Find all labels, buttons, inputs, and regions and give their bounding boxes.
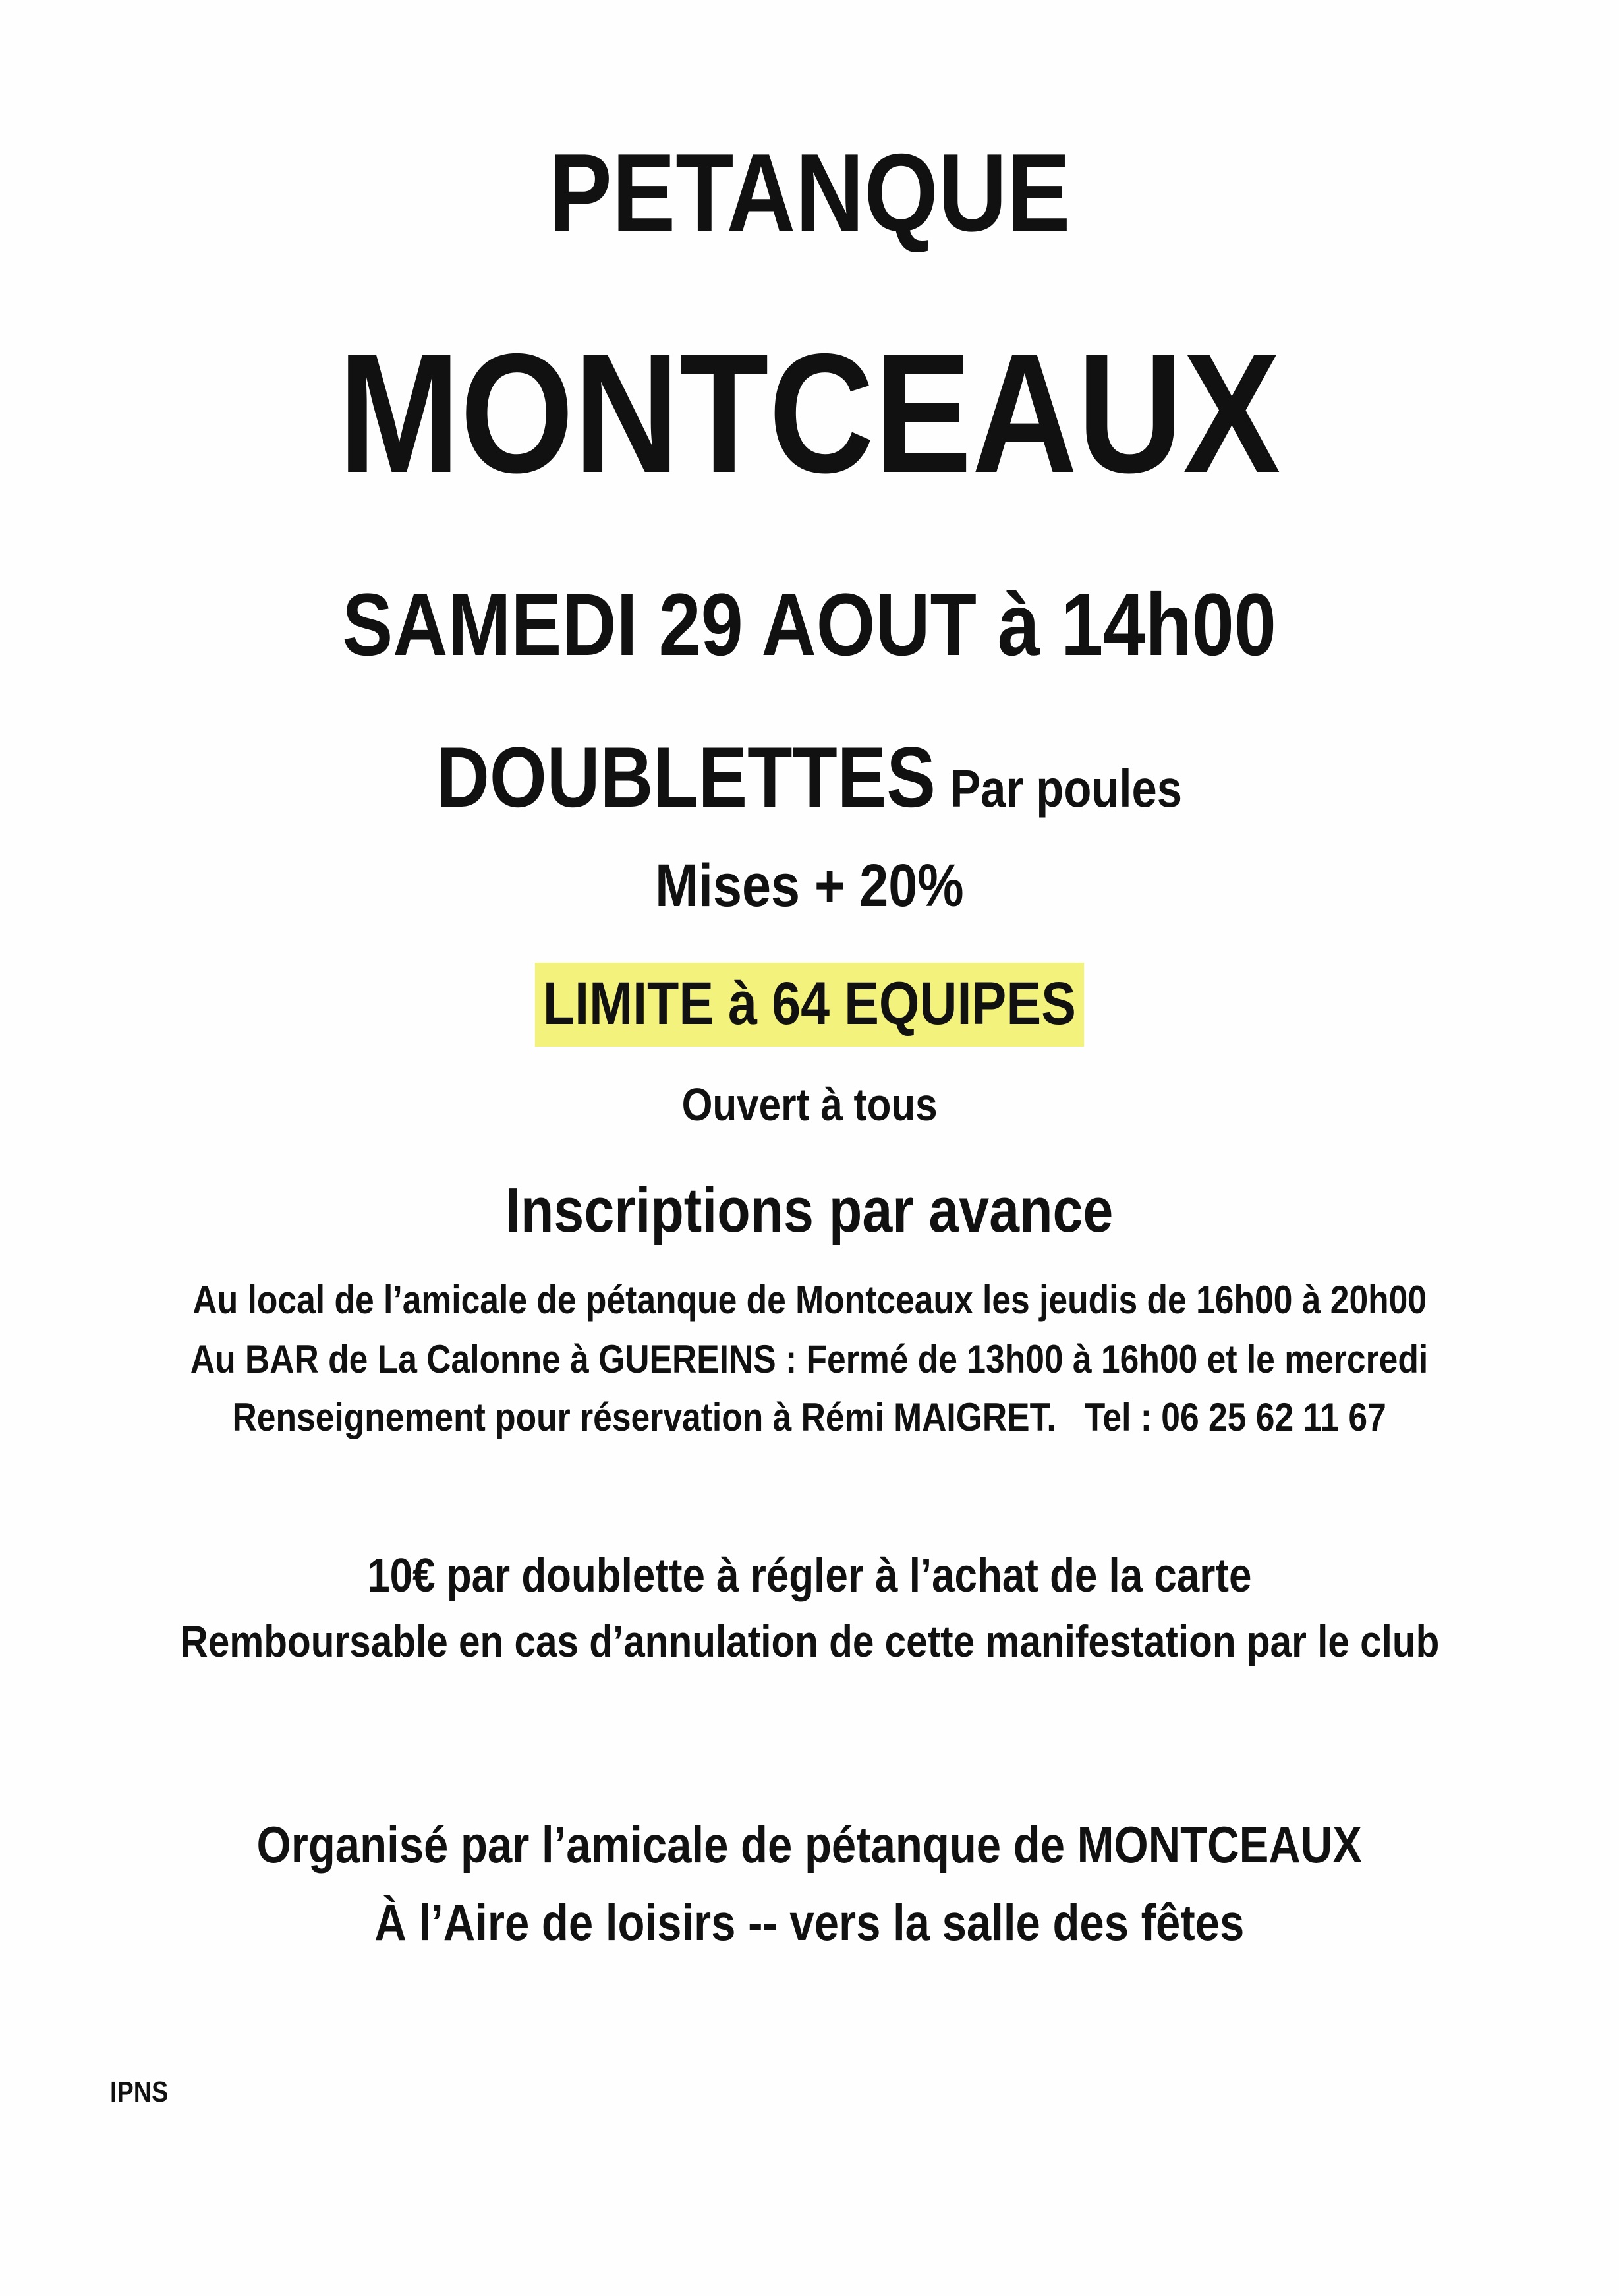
refund-text: Remboursable en cas d’annulation de cette manifestation par le club xyxy=(180,1617,1439,1667)
format-group xyxy=(437,728,1183,826)
stakes-line xyxy=(0,851,1619,921)
registration-info-text: Au local de l’amicale de pétanque de Montceaux les jeudis de 16h00 à 20h00 xyxy=(192,1278,1427,1322)
event-format: DOUBLETTES xyxy=(436,729,936,825)
event-date-line xyxy=(0,575,1619,675)
event-format-detail: Par poules xyxy=(950,759,1183,818)
registration-info-text: Renseignement pour réservation à Rémi MAIGRET. xyxy=(232,1395,1057,1439)
team-limit-highlight: LIMITE à 64 EQUIPES xyxy=(535,963,1084,1047)
location-line xyxy=(0,1893,1619,1953)
registration-info-3 xyxy=(0,1394,1619,1440)
registration-contact-group xyxy=(233,1394,1386,1440)
event-date-time: SAMEDI 29 AOUT à 14h00 xyxy=(342,576,1277,674)
registration-title-line xyxy=(0,1174,1619,1247)
team-limit-line xyxy=(0,963,1619,1047)
registration-title: Inscriptions par avance xyxy=(505,1175,1114,1246)
open-to-line xyxy=(0,1078,1619,1131)
organizer-text: Organisé par l’amicale de pétanque de MONTCEAUX xyxy=(256,1816,1363,1874)
open-to-text: Ouvert à tous xyxy=(681,1079,938,1130)
phone-number: Tel : 06 25 62 11 67 xyxy=(1085,1395,1387,1439)
footer-ipns: IPNS xyxy=(110,2076,169,2108)
poster-title-sport xyxy=(0,129,1619,256)
registration-info-1 xyxy=(0,1277,1619,1323)
price-text: 10€ par doublette à régler à l’achat de la carte xyxy=(367,1549,1252,1602)
location-text: À l’Aire de loisirs -- vers la salle des fêtes xyxy=(374,1893,1245,1951)
event-format-line xyxy=(0,728,1619,826)
organizer-line xyxy=(0,1815,1619,1875)
refund-line xyxy=(0,1616,1619,1667)
registration-info-text: Au BAR de La Calonne à GUEREINS : Fermé de 13h00 à 16h00 et le mercredi xyxy=(190,1337,1429,1381)
town-title: MONTCEAUX xyxy=(338,318,1281,508)
poster-title-town xyxy=(0,315,1619,511)
stakes-text: Mises + 20% xyxy=(655,852,964,919)
sport-title: PETANQUE xyxy=(548,130,1071,254)
registration-info-2 xyxy=(0,1336,1619,1382)
price-line xyxy=(0,1549,1619,1603)
